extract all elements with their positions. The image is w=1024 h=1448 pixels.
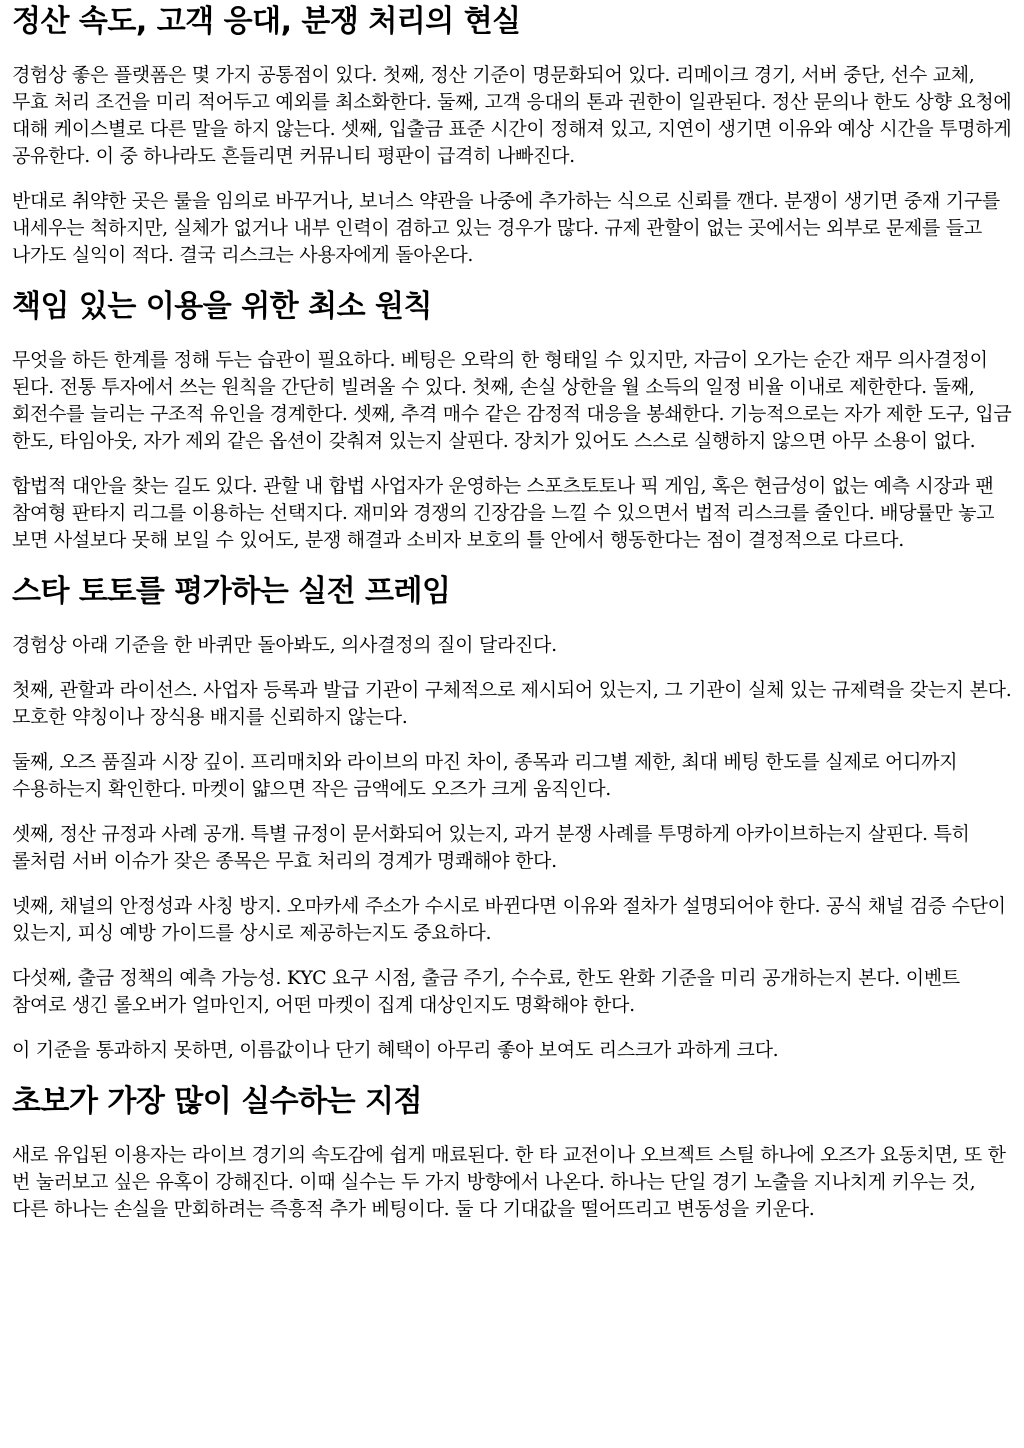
paragraph: 이 기준을 통과하지 못하면, 이름값이나 단기 혜택이 아무리 좋아 보여도 리스크가 과하게 크다. — [12, 1039, 779, 1061]
paragraph: 합법적 대안을 찾는 길도 있다. 관할 내 합법 사업자가 운영하는 스포츠토토나 픽 게임, 혹은 현금성이 없는 예측 시장과 팬 참여형 판타지 리그를 이용하는 선택지다. 재미와 경쟁의 긴장감을 느낄 수 있으면서 법적 리스크를 줄인다. 배당률만 놓고 보면 사설보다 못해 보일 수 있어도, 분쟁 해결과 소비자 보호의 틀 안에서 행동한다는 점이 결정적으로 다르다. — [12, 475, 995, 551]
paragraph: 경험상 좋은 플랫폼은 몇 가지 공통점이 있다. 첫째, 정산 기준이 명문화되어 있다. 리메이크 경기, 서버 중단, 선수 교체, 무효 처리 조건을 미리 적어두고 예외를 최소화한다. 둘째, 고객 응대의 톤과 권한이 일관된다. 정산 문의나 한도 상향 요청에 대해 케이스별로 다른 말을 하지 않는다. 셋째, 입출금 표준 시간이 정해져 있고, 지연이 생기면 이유와 예상 시간을 투명하게 공유한다. 이 중 하나라도 흔들리면 커뮤니티 평판이 급격히 나빠진다. — [12, 64, 1012, 167]
paragraph: 새로 유입된 이용자는 라이브 경기의 속도감에 쉽게 매료된다. 한 타 교전이나 오브젝트 스틸 하나에 오즈가 요동치면, 또 한 번 눌러보고 싶은 유혹이 강해진다. 이때 실수는 두 가지 방향에서 나온다. 하나는 단일 경기 노출을 지나치게 키우는 것, 다른 하나는 손실을 만회하려는 즉흥적 추가 베팅이다. 둘 다 기대값을 떨어뜨리고 변동성을 키운다. — [12, 1144, 1006, 1220]
paragraph: 다섯째, 출금 정책의 예측 가능성. KYC 요구 시점, 출금 주기, 수수료, 한도 완화 기준을 미리 공개하는지 본다. 이벤트 참여로 생긴 롤오버가 얼마인지, 어떤 마켓이 집계 대상인지도 명확해야 한다. — [12, 967, 960, 1016]
section-evaluation-frame — [12, 572, 1012, 1064]
paragraph: 셋째, 정산 규정과 사례 공개. 특별 규정이 문서화되어 있는지, 과거 분쟁 사례를 투명하게 아카이브하는지 살핀다. 특히 롤처럼 서버 이슈가 잦은 종목은 무효 처리의 경계가 명쾌해야 한다. — [12, 823, 970, 872]
paragraph: 반대로 취약한 곳은 룰을 임의로 바꾸거나, 보너스 약관을 나중에 추가하는 식으로 신뢰를 깬다. 분쟁이 생기면 중재 기구를 내세우는 척하지만, 실체가 없거나 내부 인력이 겸하고 있는 경우가 많다. 규제 관할이 없는 곳에서는 외부로 문제를 들고 나가도 실익이 적다. 결국 리스크는 사용자에게 돌아온다. — [12, 190, 1000, 266]
section-heading: 정산 속도, 고객 응대, 분쟁 처리의 현실 — [12, 4, 521, 39]
paragraph: 무엇을 하든 한계를 정해 두는 습관이 필요하다. 베팅은 오락의 한 형태일 수 있지만, 자금이 오가는 순간 재무 의사결정이 된다. 전통 투자에서 쓰는 원칙을 간단히 빌려올 수 있다. 첫째, 손실 상한을 월 소득의 일정 비율 이내로 제한한다. 둘째, 회전수를 늘리는 구조적 유인을 경계한다. 셋째, 추격 매수 같은 감정적 대응을 봉쇄한다. 기능적으로는 자가 제한 도구, 입금 한도, 타임아웃, 자가 제외 같은 옵션이 갖춰져 있는지 살핀다. 장치가 있어도 스스로 실행하지 않으면 아무 소용이 없다. — [12, 349, 1012, 452]
section-beginner-mistakes — [12, 1082, 1012, 1223]
paragraph: 넷째, 채널의 안정성과 사칭 방지. 오마카세 주소가 수시로 바뀐다면 이유와 절차가 설명되어야 한다. 공식 채널 검증 수단이 있는지, 피싱 예방 가이드를 상시로 제공하는지도 중요하다. — [12, 895, 1006, 944]
section-settlement — [12, 2, 1012, 269]
section-heading: 초보가 가장 많이 실수하는 지점 — [12, 1084, 423, 1119]
section-responsible-use — [12, 287, 1012, 554]
paragraph: 첫째, 관할과 라이선스. 사업자 등록과 발급 기관이 구체적으로 제시되어 있는지, 그 기관이 실체 있는 규제력을 갖는지 본다. 모호한 약칭이나 장식용 배지를 신뢰하지 않는다. — [12, 679, 1012, 728]
paragraph: 둘째, 오즈 품질과 시장 깊이. 프리매치와 라이브의 마진 차이, 종목과 리그별 제한, 최대 베팅 한도를 실제로 어디까지 수용하는지 확인한다. 마켓이 얇으면 작은 금액에도 오즈가 크게 움직인다. — [12, 751, 958, 800]
section-heading: 책임 있는 이용을 위한 최소 원칙 — [12, 289, 432, 324]
paragraph: 경험상 아래 기준을 한 바퀴만 돌아봐도, 의사결정의 질이 달라진다. — [12, 634, 557, 656]
section-heading: 스타 토토를 평가하는 실전 프레임 — [12, 574, 451, 609]
